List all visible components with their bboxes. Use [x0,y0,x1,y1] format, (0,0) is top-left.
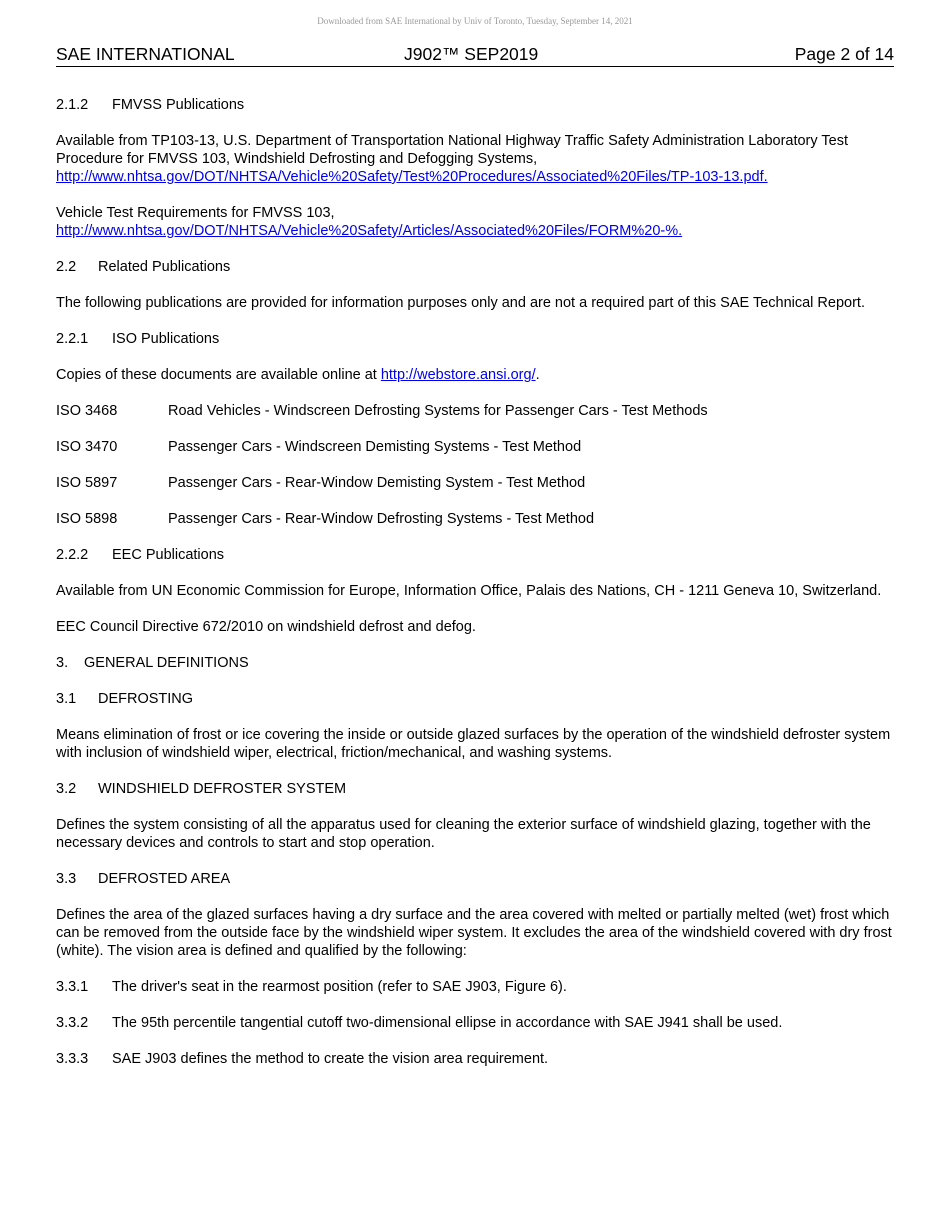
header-organization: SAE INTERNATIONAL [56,44,235,64]
clause-3-3-1 [56,978,894,996]
clause-number: 3.3.3 [56,1051,89,1067]
eec-directive-paragraph: EEC Council Directive 672/2010 on windshield defrost and defog. [56,619,476,635]
clause-number: 3.3.1 [56,979,89,995]
defrosting-definition: Means elimination of frost or ice covering the inside or outside glazed surfaces by the operation of the windshield defroster system with inclusion of windshield wiper, electrical, friction/mechanical, and washing systems. [56,727,891,761]
page-header [56,44,894,67]
header-document-id: J902™ SEP2019 [404,44,539,64]
clause-text: SAE J903 defines the method to create the vision area requirement. [112,1051,549,1067]
iso-title: Road Vehicles - Windscreen Defrosting Systems for Passenger Cars - Test Methods [168,403,708,419]
paragraph-text-end: . [535,367,540,383]
section-title: ISO Publications [112,331,220,347]
section-heading-2-1-2 [56,96,894,114]
section-heading-2-2-1 [56,330,894,348]
section-number: 2.1.2 [56,97,89,113]
section-number: 3. [56,655,69,671]
clause-3-3-2 [56,1014,894,1032]
iso-title: Passenger Cars - Rear-Window Defrosting Systems - Test Method [168,511,595,527]
section-number: 3.3 [56,871,77,887]
ansi-webstore-link[interactable]: http://webstore.ansi.org/ [380,367,536,383]
download-watermark: Downloaded from SAE International by Univ of Toronto, Tuesday, September 14, 2021 [317,16,633,26]
section-heading-3 [56,654,894,672]
header-page-number: Page 2 of 14 [794,44,894,64]
iso-reference-item [56,438,894,456]
section-heading-3-3 [56,870,894,888]
iso-availability-paragraph [56,366,894,384]
iso-reference-item [56,402,894,420]
defrosted-area-definition: Defines the area of the glazed surfaces having a dry surface and the area covered with melted or partially melted (wet) frost which can be removed from the outside face by the windshield wiper system. It excludes the area of the windshield covered with dry frost (white). The vision area is defined and qualified by the following: [56,907,892,959]
section-title: EEC Publications [112,547,225,563]
fmvss-paragraph-1 [56,132,894,186]
related-publications-paragraph: The following publications are provided for information purposes only and are not a required part of this SAE Technical Report. [56,295,865,311]
section-heading-3-2 [56,780,894,798]
iso-code: ISO 5898 [56,511,118,527]
eec-availability-paragraph: Available from UN Economic Commission for Europe, Information Office, Palais des Nations, CH - 1211 Geneva 10, Switzerland. [56,583,882,599]
clause-3-3-3 [56,1050,894,1068]
section-heading-2-2 [56,258,894,276]
iso-reference-item [56,510,894,528]
iso-code: ISO 5897 [56,475,118,491]
section-title: DEFROSTED AREA [98,871,231,887]
defroster-system-definition: Defines the system consisting of all the apparatus used for cleaning the exterior surface of windshield glazing, together with the necessary devices and controls to start and stop operation. [56,817,871,851]
section-title: Related Publications [98,259,231,275]
iso-title: Passenger Cars - Rear-Window Demisting System - Test Method [168,475,586,491]
fmvss-paragraph-2 [56,204,894,240]
section-title: DEFROSTING [98,691,194,707]
section-number: 2.2.2 [56,547,89,563]
section-number: 2.2.1 [56,331,89,347]
clause-text: The 95th percentile tangential cutoff two-dimensional ellipse in accordance with SAE J941 shall be used. [112,1015,783,1031]
section-heading-2-2-2 [56,546,894,564]
iso-code: ISO 3468 [56,403,118,419]
section-number: 2.2 [56,259,77,275]
section-number: 3.2 [56,781,77,797]
paragraph-text: Available from TP103-13, U.S. Department of Transportation National Highway Traffic Safety Administration Laboratory Test Procedure for FMVSS 103, Windshield Defrosting and Defogging Systems, [56,133,848,167]
tp103-link[interactable]: http://www.nhtsa.gov/DOT/NHTSA/Vehicle%20Safety/Test%20Procedures/Associated%20Files/TP-103-13.pdf. [56,169,768,185]
iso-code: ISO 3470 [56,439,118,455]
section-number: 3.1 [56,691,77,707]
paragraph-text: Copies of these documents are available online at [56,367,381,383]
section-title: WINDSHIELD DEFROSTER SYSTEM [98,781,347,797]
iso-title: Passenger Cars - Windscreen Demisting Systems - Test Method [168,439,582,455]
section-title: GENERAL DEFINITIONS [84,655,249,671]
document-body [56,96,894,1068]
section-title: FMVSS Publications [112,97,245,113]
iso-reference-item [56,474,894,492]
clause-number: 3.3.2 [56,1015,89,1031]
paragraph-text: Vehicle Test Requirements for FMVSS 103, [56,205,335,221]
fmvss-form-link[interactable]: http://www.nhtsa.gov/DOT/NHTSA/Vehicle%20Safety/Articles/Associated%20Files/FORM%20-%. [56,223,683,239]
section-heading-3-1 [56,690,894,708]
clause-text: The driver's seat in the rearmost position (refer to SAE J903, Figure 6). [112,979,567,995]
